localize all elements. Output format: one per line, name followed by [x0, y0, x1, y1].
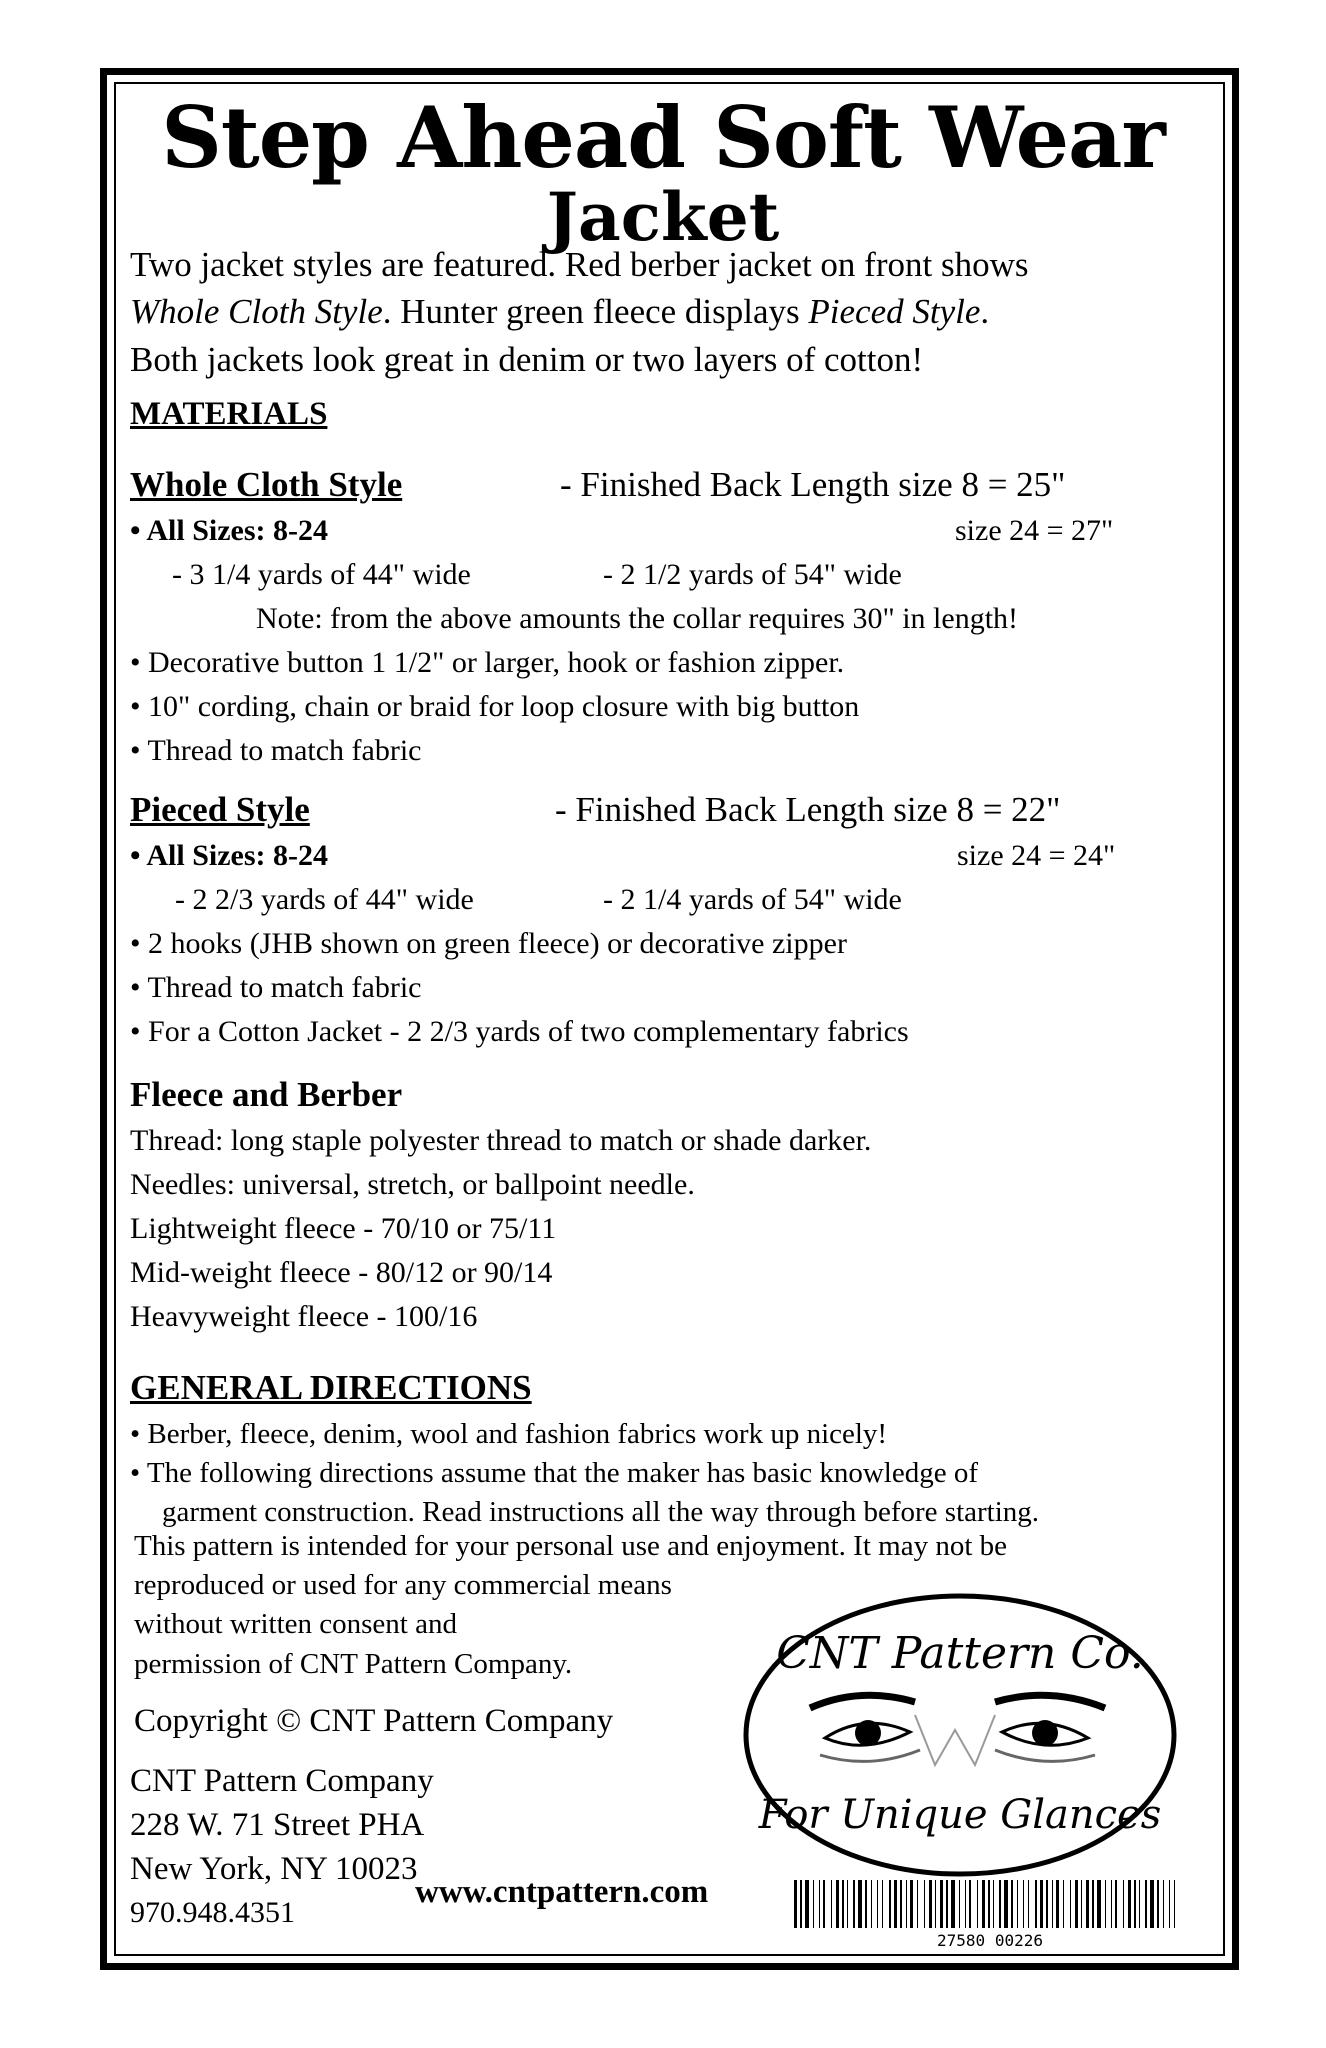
barcode-bar	[831, 1880, 832, 1928]
pieced-yards-54: - 2 1/4 yards of 54" wide	[603, 883, 902, 916]
whole-cloth-yards-54: - 2 1/2 yards of 54" wide	[603, 558, 902, 591]
barcode-bar	[1070, 1880, 1071, 1928]
list-item: • Thread to match fabric	[130, 971, 422, 1004]
logo-bottom-text: For Unique Glances	[758, 1792, 1162, 1838]
page-subtitle: Jacket	[546, 178, 780, 256]
barcode-bar	[917, 1880, 918, 1928]
barcode-bar	[1075, 1880, 1078, 1928]
barcode-bar	[1063, 1880, 1064, 1928]
barcode-bar	[1040, 1880, 1043, 1928]
barcode-bar	[836, 1880, 839, 1928]
copyright: Copyright © CNT Pattern Company	[134, 1703, 614, 1739]
fleece-line: Thread: long staple polyester thread to match or shade darker.	[130, 1124, 872, 1157]
barcode-bar	[900, 1880, 902, 1928]
list-item: • 2 hooks (JHB shown on green fleece) or decorative zipper	[130, 927, 847, 960]
list-item: • Berber, fleece, denim, wool and fashion fabrics work up nicely!	[130, 1418, 888, 1450]
address-line: New York, NY 10023	[130, 1851, 418, 1887]
barcode-bar	[977, 1880, 978, 1928]
intro-whole-cloth: Whole Cloth Style	[130, 292, 383, 331]
whole-cloth-note: Note: from the above amounts the collar requires 30" in length!	[256, 602, 1019, 635]
fleece-heading: Fleece and Berber	[130, 1075, 403, 1114]
barcode-bar	[929, 1880, 932, 1928]
barcode-bar	[1052, 1880, 1053, 1928]
barcode-bar	[1111, 1880, 1112, 1928]
pieced-sizes	[130, 839, 328, 873]
barcode-bar	[1004, 1880, 1008, 1928]
pieced-size24: size 24 = 24"	[957, 839, 1116, 872]
barcode-bar	[1134, 1880, 1136, 1928]
list-item: • Thread to match fabric	[130, 734, 422, 767]
barcode-bar	[993, 1880, 994, 1928]
website-link[interactable]: www.cntpattern.com	[415, 1874, 709, 1910]
barcode-bar	[1097, 1880, 1101, 1928]
general-heading: GENERAL DIRECTIONS	[130, 1368, 532, 1407]
barcode-bar	[951, 1880, 955, 1928]
barcode-bar	[1046, 1880, 1048, 1928]
barcode-bar	[969, 1880, 971, 1928]
barcode-bar	[965, 1880, 966, 1928]
barcode-bar	[800, 1880, 802, 1928]
address-line: 228 W. 71 Street PHA	[130, 1807, 425, 1843]
barcode-bar	[877, 1880, 878, 1928]
barcode-bar	[1105, 1880, 1106, 1928]
barcode-bar	[847, 1880, 848, 1928]
barcode-bar	[1056, 1880, 1059, 1928]
whole-cloth-yards-44: - 3 1/4 yards of 44" wide	[172, 558, 471, 591]
barcode-bar	[865, 1880, 867, 1928]
barcode-bar	[794, 1880, 797, 1928]
notice-line: without written consent and	[134, 1608, 457, 1640]
page-title: Step Ahead Soft Wear	[161, 88, 1165, 187]
intro-pieced: Pieced Style	[808, 292, 981, 331]
whole-cloth-sizes	[130, 514, 328, 548]
barcode-bar	[1139, 1880, 1140, 1928]
pieced-heading: Pieced Style	[130, 790, 310, 829]
intro-line-3: Both jackets look great in denim or two layers of cotton!	[130, 340, 924, 379]
barcode-bar	[805, 1880, 809, 1928]
barcode-bar	[1081, 1880, 1082, 1928]
barcode-bar	[1163, 1880, 1164, 1928]
list-item: • For a Cotton Jacket - 2 2/3 yards of two complementary fabrics	[130, 1015, 909, 1048]
whole-cloth-length: - Finished Back Length size 8 = 25"	[560, 465, 1066, 504]
barcode-bar	[813, 1880, 814, 1928]
barcode-bar	[853, 1880, 855, 1928]
barcode-bar	[910, 1880, 913, 1928]
barcode-bar	[882, 1880, 883, 1928]
barcode-bar	[1174, 1880, 1175, 1928]
barcode-bar	[823, 1880, 825, 1928]
barcode-bar	[906, 1880, 907, 1928]
barcode-bar	[1011, 1880, 1013, 1928]
fleece-line: Heavyweight fleece - 100/16	[130, 1300, 478, 1333]
list-item: • The following directions assume that the maker has basic knowledge of	[130, 1457, 978, 1489]
whole-cloth-heading: Whole Cloth Style	[130, 465, 403, 504]
barcode-bar	[940, 1880, 943, 1928]
barcode-bar	[1115, 1880, 1117, 1928]
intro-line-2	[130, 292, 989, 332]
barcode-bar	[889, 1880, 891, 1928]
fleece-line: Needles: universal, stretch, or ballpoint needle.	[130, 1168, 695, 1201]
barcode-bar	[1017, 1880, 1018, 1928]
list-item: • 10" cording, chain or braid for loop closure with big button	[130, 690, 860, 723]
barcode-digits: 27580 00226	[937, 1931, 1043, 1950]
bullet: •	[130, 514, 147, 547]
pieced-length: - Finished Back Length size 8 = 22"	[555, 790, 1061, 829]
barcode-bar	[894, 1880, 897, 1928]
notice-line: This pattern is intended for your personal use and enjoyment. It may not be	[134, 1530, 1008, 1562]
notice-line: permission of CNT Pattern Company.	[134, 1648, 573, 1680]
barcode-bar	[1035, 1880, 1037, 1928]
intro-end: .	[980, 292, 990, 331]
fleece-line: Mid-weight fleece - 80/12 or 90/14	[130, 1256, 553, 1289]
phone-number: 970.948.4351	[130, 1896, 295, 1929]
bullet: •	[130, 839, 147, 872]
address-line: CNT Pattern Company	[130, 1763, 434, 1799]
fleece-line: Lightweight fleece - 70/10 or 75/11	[130, 1212, 557, 1245]
barcode-bar	[1023, 1880, 1024, 1928]
barcode-bar	[935, 1880, 936, 1928]
pieced-yards-44: - 2 2/3 yards of 44" wide	[175, 883, 474, 916]
barcode-bar	[946, 1880, 948, 1928]
barcode-bar	[842, 1880, 844, 1928]
barcode-bar	[1150, 1880, 1154, 1928]
barcode-bar	[924, 1880, 925, 1928]
materials-heading: MATERIALS	[130, 396, 328, 432]
intro-mid: . Hunter green fleece displays	[382, 292, 809, 331]
barcode-bar	[1128, 1880, 1131, 1928]
barcode-bar	[1157, 1880, 1159, 1928]
company-logo	[740, 1590, 1180, 1880]
whole-cloth-sizes-label: All Sizes: 8-24	[146, 514, 328, 547]
intro-line-1: Two jacket styles are featured. Red berber jacket on front shows	[130, 245, 1029, 284]
pieced-sizes-label: All Sizes: 8-24	[146, 839, 328, 872]
barcode-bar	[1145, 1880, 1147, 1928]
barcode-bar	[1169, 1880, 1170, 1928]
list-item: • Decorative button 1 1/2" or larger, hook or fashion zipper.	[130, 646, 845, 679]
barcode-bar	[1123, 1880, 1124, 1928]
barcode	[790, 1880, 1185, 1950]
barcode-bar	[959, 1880, 960, 1928]
notice-line: reproduced or used for any commercial means	[134, 1569, 672, 1601]
barcode-bar	[871, 1880, 872, 1928]
barcode-bar	[819, 1880, 820, 1928]
barcode-bar	[988, 1880, 990, 1928]
list-item-continued: garment construction. Read instructions all the way through before starting.	[162, 1496, 1040, 1528]
logo-top-text: CNT Pattern Co.	[776, 1628, 1144, 1679]
barcode-bar	[1092, 1880, 1094, 1928]
barcode-bar	[999, 1880, 1001, 1928]
barcode-bar	[1028, 1880, 1029, 1928]
whole-cloth-size24: size 24 = 27"	[955, 514, 1114, 547]
barcode-bar	[982, 1880, 985, 1928]
barcode-bar	[858, 1880, 862, 1928]
barcode-bar	[1086, 1880, 1089, 1928]
